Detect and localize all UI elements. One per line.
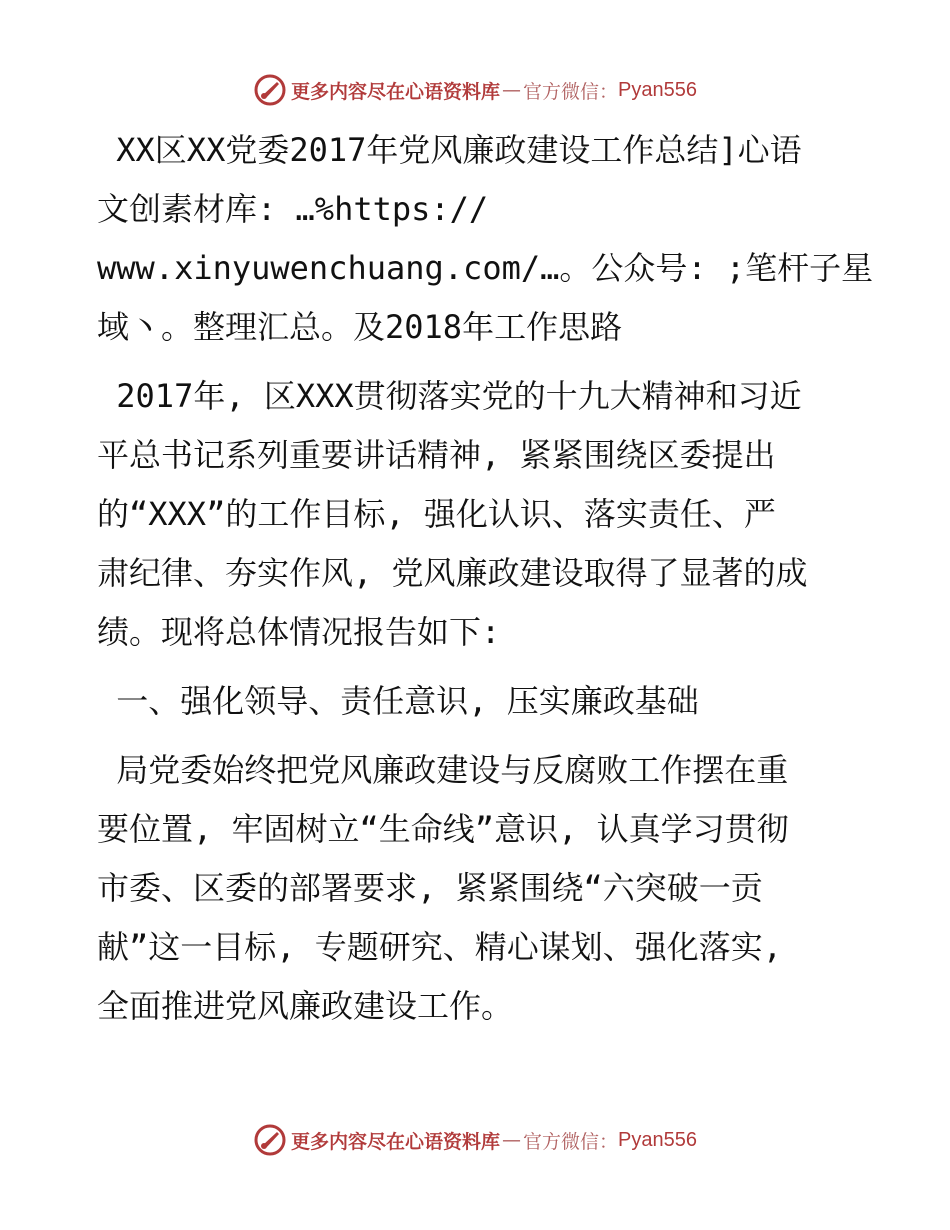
paragraph-line: 平总书记系列重要讲话精神, 紧紧围绕区委提出 [97,436,776,474]
brush-circle-icon [253,1123,287,1157]
brush-circle-icon [253,73,287,107]
paragraph-section1 [97,741,857,1036]
paragraph-line: 要位置, 牢固树立“生命线”意识, 认真学习贯彻 [97,810,789,848]
banner-separator: — [502,1129,522,1151]
banner-wechat-label: 官方微信： [523,1130,619,1153]
footer-banner [0,1120,950,1160]
paragraph-line: 肃纪律、夯实作风, 党风廉政建设取得了显著的成 [97,554,808,592]
paragraph-line: 2017年, 区XXX贯彻落实党的十九大精神和习近 [97,377,802,415]
paragraph-intro [97,367,857,662]
paragraph-line: 绩。现将总体情况报告如下: [97,613,501,651]
paragraph-line: 献”这一目标, 专题研究、精心谋划、强化落实, [97,928,783,966]
document-title [97,121,874,357]
paragraph-line: 局党委始终把党风廉政建设与反腐败工作摆在重 [97,751,789,789]
banner-text: 更多内容尽在心语资料库 [291,80,501,103]
header-banner [0,70,950,110]
title-line: 文创素材库: …%https:// [97,190,489,228]
paragraph-line: 市委、区委的部署要求, 紧紧围绕“六突破一贡 [97,869,763,907]
document-body [97,121,874,1046]
paragraph-line: 全面推进党风廉政建设工作。 [97,987,514,1025]
section-heading [97,672,857,731]
title-line: 域丶。整理汇总。及2018年工作思路 [97,308,623,346]
banner-separator: — [502,79,522,101]
heading-line: 一、强化领导、责任意识, 压实廉政基础 [97,682,699,720]
banner-wechat-label: 官方微信： [523,80,619,103]
title-line: XX区XX党委2017年党风廉政建设工作总结]心语 [97,131,802,169]
banner-wechat-id: Pyan556 [618,78,697,101]
banner-wechat-id: Pyan556 [618,1128,697,1151]
paragraph-line: 的“XXX”的工作目标, 强化认识、落实责任、严 [97,495,776,533]
banner-text: 更多内容尽在心语资料库 [291,1130,501,1153]
title-line: www.xinyuwenchuang.com/…。公众号: ;笔杆子星 [97,249,874,287]
